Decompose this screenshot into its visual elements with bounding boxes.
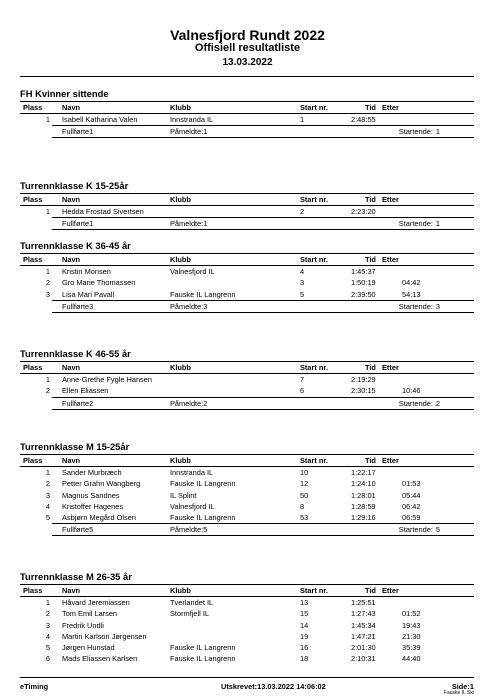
cell-name: Isabell Katharina Valen — [62, 115, 138, 124]
section-title: Turrennklasse M 15-25år — [20, 441, 130, 452]
cell-name: Magnus Sandnes — [62, 490, 120, 500]
col-name: Navn — [62, 363, 81, 372]
cell-place: 1 — [45, 468, 50, 477]
cell-time: 2:01:30 — [351, 643, 376, 653]
summary-registered-value: 5 — [203, 525, 208, 535]
col-after: Etter — [382, 195, 399, 204]
footer-system: eTiming — [20, 682, 49, 691]
summary-finished-label: Fullførte — [62, 398, 90, 408]
cell-club: Innstranda IL — [170, 468, 214, 477]
summary-starters-value: 5 — [435, 525, 440, 535]
table-row — [20, 114, 474, 125]
cell-name: Tom Emil Larsen — [62, 609, 118, 619]
table-row — [20, 608, 474, 619]
summary-starters-label: Startende: — [398, 127, 433, 137]
cell-place: 5 — [45, 513, 50, 523]
cell-name: Asbjørn Megård Olsen — [62, 513, 136, 523]
summary-registered — [170, 218, 207, 229]
cell-start: 16 — [300, 643, 309, 653]
footer-page: Side:1 — [451, 682, 474, 691]
result-section — [20, 347, 474, 410]
cell-name: Petter Grahn Wangberg — [62, 479, 141, 489]
summary-finished — [62, 126, 93, 137]
cell-club: Fauske IL Langrenn — [170, 643, 236, 653]
cell-start: 13 — [300, 598, 309, 607]
cell-place: 6 — [45, 654, 50, 664]
col-name: Navn — [62, 456, 81, 465]
table-row — [20, 478, 474, 489]
summary-finished-label: Fullførte — [62, 127, 90, 137]
cell-name: Sander Murbræch — [62, 468, 122, 477]
cell-time: 1:45:37 — [351, 267, 376, 276]
cell-name: Lisa Mari Pavall — [62, 289, 115, 299]
col-place: Plass — [23, 195, 43, 204]
col-time: Tid — [365, 586, 376, 595]
table-row — [20, 266, 474, 277]
summary-finished-label: Fullførte — [62, 525, 90, 535]
col-after: Etter — [382, 363, 399, 372]
page-footer — [20, 677, 474, 692]
summary-registered-label: Påmeldte: — [170, 127, 204, 137]
cell-after: 04:42 — [402, 278, 421, 288]
col-start: Start nr. — [300, 363, 328, 372]
cell-name: Håvard Jeremiassen — [62, 598, 130, 607]
cell-name: Gro Marie Thomassen — [62, 278, 136, 288]
cell-place: 1 — [45, 598, 50, 607]
col-start: Start nr. — [300, 195, 328, 204]
cell-start: 8 — [300, 501, 305, 511]
section-title: Turrennklasse K 46-55 år — [20, 348, 131, 359]
table-row — [20, 289, 474, 300]
summary-starters-value: 1 — [435, 127, 440, 137]
cell-start: 18 — [300, 654, 309, 664]
col-club: Klubb — [170, 456, 191, 465]
summary-starters-value: 2 — [435, 398, 440, 408]
cell-place: 1 — [45, 115, 50, 124]
cell-time: 2:39:50 — [351, 289, 376, 299]
col-club: Klubb — [170, 255, 191, 264]
summary-starters — [399, 524, 440, 535]
summary-finished-value: 1 — [89, 127, 94, 137]
cell-club: Fauske IL Langrenn — [170, 289, 236, 299]
table-row — [20, 277, 474, 288]
page-date: 13.03.2022 — [222, 57, 273, 68]
footer-brand: Fauske IL Ski — [443, 690, 474, 696]
table-row — [20, 467, 474, 478]
summary-finished-value: 1 — [89, 219, 94, 229]
summary-finished-label: Fullførte — [62, 219, 90, 229]
cell-start: 50 — [300, 490, 309, 500]
cell-place: 4 — [45, 631, 50, 641]
summary-starters — [399, 398, 440, 409]
cell-name: Ellen Eliassen — [62, 386, 109, 396]
summary-finished-value: 3 — [89, 301, 94, 311]
cell-start: 19 — [300, 631, 309, 641]
summary-finished — [62, 524, 93, 535]
col-time: Tid — [365, 195, 376, 204]
summary-registered-label: Påmeldte: — [170, 525, 204, 535]
cell-after: 06:59 — [402, 513, 421, 523]
cell-club: Stormfjell IL — [170, 609, 210, 619]
table-row — [20, 501, 474, 512]
col-time: Tid — [365, 363, 376, 372]
col-club: Klubb — [170, 103, 191, 112]
cell-club: Tverlandet IL — [170, 598, 214, 607]
cell-time: 1:27:43 — [351, 609, 376, 619]
cell-time: 1:29:16 — [351, 513, 376, 523]
col-place: Plass — [23, 363, 43, 372]
summary-registered — [170, 301, 207, 312]
cell-club: Valnesfjord IL — [170, 267, 215, 276]
summary-starters — [399, 218, 440, 229]
summary-registered — [170, 398, 207, 409]
cell-club: Fauske IL Langrenn — [170, 479, 236, 489]
section-title: Turrennklasse K 15-25år — [20, 180, 129, 191]
cell-time: 1:25:51 — [351, 598, 376, 607]
cell-name: Hedda Frostad Sivertsen — [62, 207, 144, 216]
cell-time: 2:19:29 — [351, 375, 376, 384]
section-title: Turrennklasse K 36-45 år — [20, 240, 131, 251]
col-start: Start nr. — [300, 456, 328, 465]
cell-start: 5 — [300, 289, 305, 299]
col-club: Klubb — [170, 195, 191, 204]
cell-time: 2:23:20 — [351, 207, 376, 216]
column-header — [20, 454, 474, 467]
summary-starters-value: 1 — [435, 219, 440, 229]
summary-registered-label: Påmeldte: — [170, 398, 204, 408]
cell-club: Valnesfjord IL — [170, 501, 215, 511]
cell-start: 1 — [300, 115, 305, 124]
summary-starters-label: Startende: — [398, 301, 433, 311]
cell-place: 5 — [45, 643, 50, 653]
cell-place: 1 — [45, 207, 50, 216]
summary-finished-value: 2 — [89, 398, 94, 408]
cell-place: 1 — [45, 375, 50, 384]
section-title: Turrennklasse M 26-35 år — [20, 571, 132, 582]
cell-name: Jørgen Hunstad — [62, 643, 115, 653]
result-section — [20, 440, 474, 536]
section-summary — [52, 125, 474, 138]
column-header — [20, 361, 474, 374]
col-start: Start nr. — [300, 103, 328, 112]
col-start: Start nr. — [300, 586, 328, 595]
header-divider — [20, 76, 474, 77]
cell-start: 2 — [300, 207, 305, 216]
cell-name: Fredrik Undli — [62, 620, 104, 630]
cell-start: 14 — [300, 620, 309, 630]
summary-starters-label: Startende: — [398, 525, 433, 535]
cell-start: 10 — [300, 468, 309, 477]
col-start: Start nr. — [300, 255, 328, 264]
summary-registered-value: 2 — [203, 398, 208, 408]
summary-registered-value: 3 — [203, 301, 208, 311]
cell-after: 44:40 — [402, 654, 421, 664]
cell-club: IL Splint — [170, 490, 197, 500]
section-summary — [52, 523, 474, 536]
cell-club: Fauske IL Langrenn — [170, 513, 236, 523]
result-section — [20, 570, 474, 665]
table-row — [20, 374, 474, 385]
summary-finished — [62, 398, 93, 409]
col-place: Plass — [23, 456, 43, 465]
cell-place: 3 — [45, 620, 50, 630]
col-time: Tid — [365, 103, 376, 112]
col-after: Etter — [382, 103, 399, 112]
cell-after: 54:13 — [402, 289, 421, 299]
result-section — [20, 239, 474, 313]
cell-place: 2 — [45, 386, 50, 396]
cell-time: 1:28:59 — [351, 501, 376, 511]
cell-start: 6 — [300, 386, 305, 396]
result-section — [20, 179, 474, 230]
col-name: Navn — [62, 586, 81, 595]
cell-place: 4 — [45, 501, 50, 511]
summary-registered-label: Påmeldte: — [170, 219, 204, 229]
cell-place: 3 — [45, 490, 50, 500]
cell-place: 2 — [45, 479, 50, 489]
summary-starters — [399, 126, 440, 137]
cell-time: 1:24:10 — [351, 479, 376, 489]
summary-finished-value: 5 — [89, 525, 94, 535]
cell-time: 1:47:21 — [351, 631, 376, 641]
summary-starters — [399, 301, 440, 312]
column-header — [20, 193, 474, 206]
cell-place: 2 — [45, 609, 50, 619]
section-summary — [52, 217, 474, 230]
col-name: Navn — [62, 195, 81, 204]
cell-name: Kristoffer Hagenes — [62, 501, 124, 511]
summary-starters-label: Startende: — [398, 398, 433, 408]
summary-finished-label: Fullførte — [62, 301, 90, 311]
summary-registered-value: 1 — [203, 127, 208, 137]
cell-place: 1 — [45, 267, 50, 276]
column-header — [20, 101, 474, 114]
cell-start: 3 — [300, 278, 305, 288]
col-after: Etter — [382, 456, 399, 465]
cell-club: Fauske IL Langrenn — [170, 654, 236, 664]
cell-name: Kristin Monsen — [62, 267, 111, 276]
table-row — [20, 490, 474, 501]
cell-club: Innstranda IL — [170, 115, 214, 124]
cell-time: 1:28:01 — [351, 490, 376, 500]
table-row — [20, 385, 474, 396]
cell-time: 1:45:34 — [351, 620, 376, 630]
cell-after: 21:30 — [402, 631, 421, 641]
result-section — [20, 87, 474, 138]
summary-starters-label: Startende: — [398, 219, 433, 229]
cell-after: 35:39 — [402, 643, 421, 653]
col-after: Etter — [382, 255, 399, 264]
cell-after: 01:52 — [402, 609, 421, 619]
summary-finished — [62, 301, 93, 312]
summary-registered — [170, 524, 207, 535]
page-subtitle: Offisiell resultatliste — [194, 42, 301, 54]
cell-time: 2:10:31 — [351, 654, 376, 664]
cell-start: 7 — [300, 375, 305, 384]
cell-after: 19:43 — [402, 620, 421, 630]
section-title: FH Kvinner sittende — [20, 88, 109, 99]
col-name: Navn — [62, 255, 81, 264]
section-summary — [52, 300, 474, 313]
table-row — [20, 512, 474, 523]
summary-registered-label: Påmeldte: — [170, 301, 204, 311]
summary-finished — [62, 218, 93, 229]
col-club: Klubb — [170, 363, 191, 372]
cell-place: 3 — [45, 289, 50, 299]
cell-start: 4 — [300, 267, 305, 276]
section-summary — [52, 397, 474, 410]
table-row — [20, 653, 474, 664]
cell-time: 2:48:55 — [351, 115, 376, 124]
col-place: Plass — [23, 586, 43, 595]
table-row — [20, 597, 474, 608]
cell-time: 2:30:15 — [351, 386, 376, 396]
col-name: Navn — [62, 103, 81, 112]
cell-name: Anne-Grethe Fygle Hansen — [62, 375, 152, 384]
col-after: Etter — [382, 586, 399, 595]
cell-time: 1:50:19 — [351, 278, 376, 288]
table-row — [20, 620, 474, 631]
summary-starters-value: 3 — [435, 301, 440, 311]
col-time: Tid — [365, 456, 376, 465]
table-row — [20, 642, 474, 653]
summary-registered — [170, 126, 207, 137]
cell-name: Martin Karlson Jørgensen — [62, 631, 147, 641]
table-row — [20, 631, 474, 642]
cell-place: 2 — [45, 278, 50, 288]
col-place: Plass — [23, 103, 43, 112]
column-header — [20, 584, 474, 597]
cell-after: 06:42 — [402, 501, 421, 511]
cell-after: 10:46 — [402, 386, 421, 396]
footer-printed: Utskrevet:13.03.2022 14:06:02 — [221, 682, 326, 691]
col-club: Klubb — [170, 586, 191, 595]
column-header — [20, 253, 474, 266]
cell-after: 05:44 — [402, 490, 421, 500]
col-time: Tid — [365, 255, 376, 264]
cell-start: 53 — [300, 513, 309, 523]
summary-registered-value: 1 — [203, 219, 208, 229]
cell-time: 1:22:17 — [351, 468, 376, 477]
table-row — [20, 206, 474, 217]
cell-start: 15 — [300, 609, 309, 619]
cell-start: 12 — [300, 479, 309, 489]
page-title: Valnesfjord Rundt 2022 — [170, 27, 325, 43]
cell-after: 01:53 — [402, 479, 421, 489]
col-place: Plass — [23, 255, 43, 264]
cell-name: Mads Eliassen Karlsen — [62, 654, 138, 664]
